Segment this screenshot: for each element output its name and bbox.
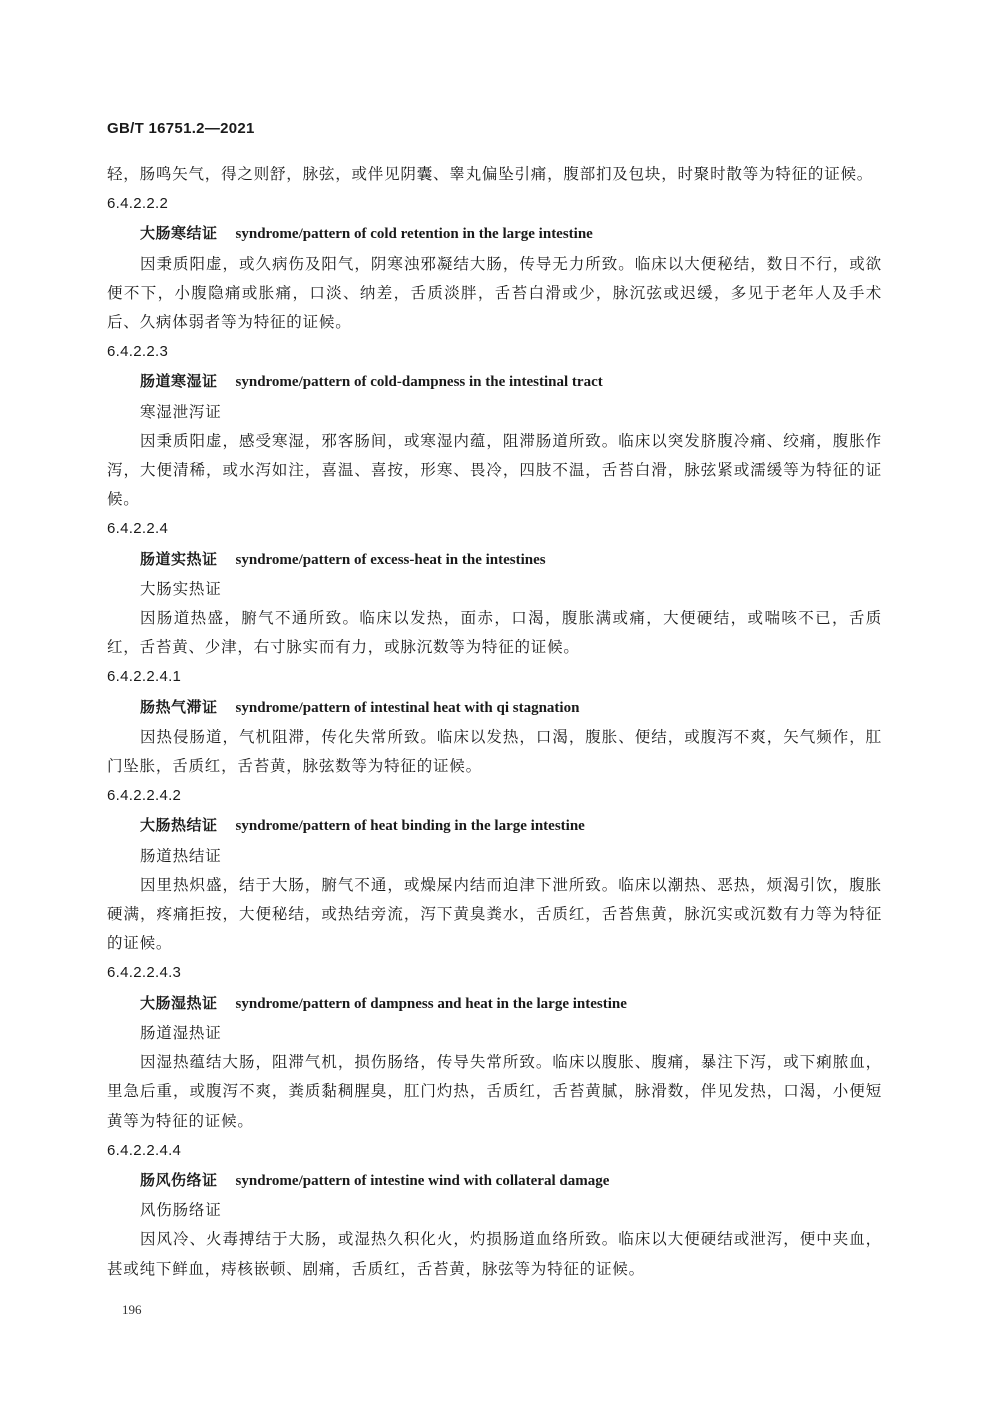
section-number: 6.4.2.2.4.2 xyxy=(107,787,182,805)
term-heading xyxy=(107,218,882,249)
synonym-term: 肠道热结证 xyxy=(140,846,222,865)
term-english: syndrome/pattern of heat binding in the large intestine xyxy=(235,818,585,835)
term-heading xyxy=(107,366,882,397)
term-heading xyxy=(107,1165,882,1196)
synonym-term: 风伤肠络证 xyxy=(140,1201,222,1220)
section-number: 6.4.2.2.4.1 xyxy=(107,668,182,686)
definition-paragraph: 因湿热蕴结大肠，阻滞气机，损伤肠络，传导失常所致。临床以腹胀、腹痛，暴注下泻，或下痢脓血，里急后重，或腹泻不爽，粪质黏稠腥臭，肛门灼热，舌质红，舌苔黄腻，脉滑数，伴见发热，口渴，小便短黄等为特征的证候。 xyxy=(107,1053,882,1130)
term-english: syndrome/pattern of dampness and heat in the large intestine xyxy=(235,995,627,1012)
document-body xyxy=(107,160,882,1284)
definition-paragraph: 因里热炽盛，结于大肠，腑气不通，或燥屎内结而迫津下泄所致。临床以潮热、恶热，烦渴引饮，腹胀硬满，疼痛拒按，大便秘结，或热结旁流，泻下黄臭粪水，舌质红，舌苔焦黄，脉沉实或沉数有力等为特征的证候。 xyxy=(107,875,882,953)
term-chinese: 肠道实热证 xyxy=(140,549,218,568)
term-heading xyxy=(107,544,882,575)
term-chinese: 肠道寒湿证 xyxy=(140,372,218,391)
section-number: 6.4.2.2.4.4 xyxy=(107,1141,182,1159)
term-chinese: 大肠湿热证 xyxy=(140,993,218,1012)
definition-paragraph: 因秉质阳虚，感受寒湿，邪客肠间，或寒湿内蕴，阻滞肠道所致。临床以突发脐腹冷痛、绞痛，腹胀作泻，大便清稀，或水泻如注，喜温、喜按，形寒、畏冷，四肢不温，舌苔白滑，脉弦紧或濡缓等为特征的证候。 xyxy=(107,431,882,509)
synonym-term: 肠道湿热证 xyxy=(140,1023,222,1042)
term-chinese: 肠风伤络证 xyxy=(140,1170,218,1189)
term-chinese: 大肠热结证 xyxy=(140,816,218,835)
term-chinese: 肠热气滞证 xyxy=(140,697,218,716)
synonym-term: 寒湿泄泻证 xyxy=(140,402,222,421)
section-number: 6.4.2.2.4 xyxy=(107,520,169,538)
section-number: 6.4.2.2.3 xyxy=(107,343,169,361)
standard-number-header: GB/T 16751.2—2021 xyxy=(107,120,255,137)
term-english: syndrome/pattern of intestinal heat with qi stagnation xyxy=(235,699,580,716)
term-chinese: 大肠寒结证 xyxy=(140,224,218,243)
definition-paragraph: 因热侵肠道，气机阻滞，传化失常所致。临床以发热，口渴，腹胀、便结，或腹泻不爽，矢气频作，肛门坠胀，舌质红，舌苔黄，脉弦数等为特征的证候。 xyxy=(107,727,882,776)
definition-paragraph: 因风冷、火毒搏结于大肠，或湿热久积化火，灼损肠道血络所致。临床以大便硬结或泄泻，便中夹血，甚或纯下鲜血，痔核嵌顿、剧痛，舌质红，舌苔黄，脉弦等为特征的证候。 xyxy=(107,1230,882,1278)
term-english: syndrome/pattern of cold retention in the large intestine xyxy=(235,226,593,243)
term-heading xyxy=(107,988,882,1019)
section-number: 6.4.2.2.2 xyxy=(107,195,169,213)
term-heading xyxy=(107,692,882,723)
definition-paragraph: 因秉质阳虚，或久病伤及阳气，阴寒浊邪凝结大肠，传导无力所致。临床以大便秘结，数日不行，或欲便不下，小腹隐痛或胀痛，口淡、纳差，舌质淡胖，舌苔白滑或少，脉沉弦或迟缓，多见于老年人及手术后、久病体弱者等为特征的证候。 xyxy=(107,254,882,332)
term-english: syndrome/pattern of cold-dampness in the intestinal tract xyxy=(235,374,603,391)
page-number: 196 xyxy=(122,1302,142,1317)
synonym-term: 大肠实热证 xyxy=(140,579,222,598)
section-number: 6.4.2.2.4.3 xyxy=(107,964,182,982)
term-english: syndrome/pattern of excess-heat in the intestines xyxy=(235,551,546,568)
continuation-paragraph: 轻，肠鸣矢气，得之则舒，脉弦，或伴见阴囊、睾丸偏坠引痛，腹部扪及包块，时聚时散等为特征的证候。 xyxy=(107,165,874,183)
definition-paragraph: 因肠道热盛，腑气不通所致。临床以发热，面赤，口渴，腹胀满或痛，大便硬结，或喘咳不已，舌质红，舌苔黄、少津，右寸脉实而有力，或脉沉数等为特征的证候。 xyxy=(107,609,882,657)
term-english: syndrome/pattern of intestine wind with collateral damage xyxy=(235,1172,610,1189)
term-heading xyxy=(107,810,882,841)
